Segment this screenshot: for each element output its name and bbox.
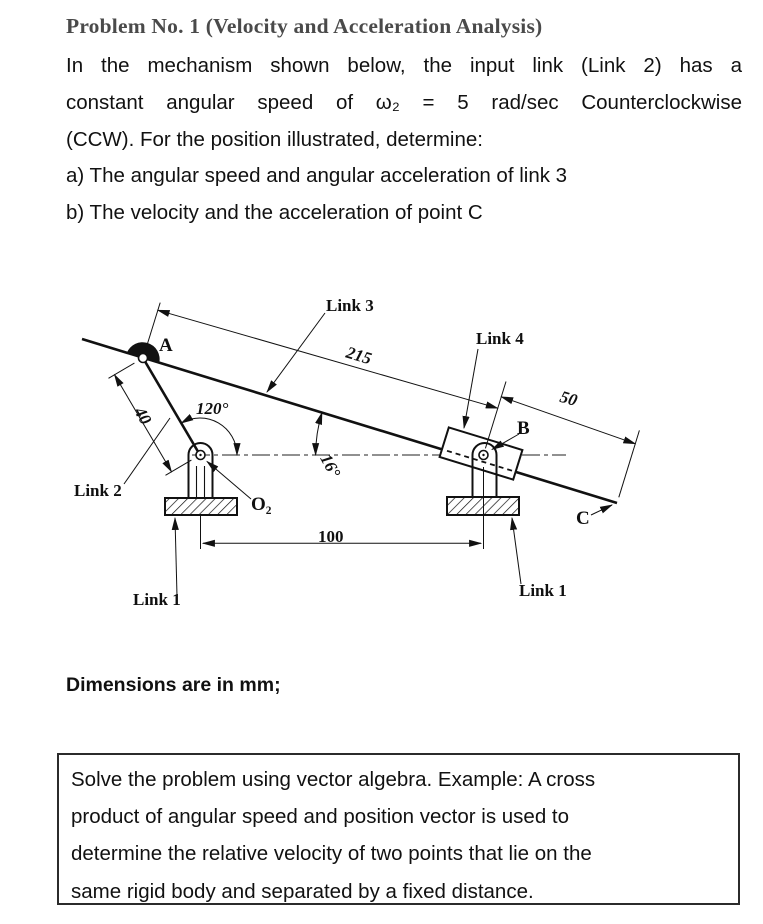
leader-link3	[267, 313, 325, 392]
label-link-1-left: Link 1	[133, 590, 181, 609]
statement-line: constant angular speed of ω₂ = 5 rad/sec Counterclockwise	[66, 91, 742, 114]
pin-b-center	[482, 454, 484, 456]
dim-label-100: 100	[318, 527, 344, 546]
point-label-c: C	[576, 508, 590, 529]
leader-link2	[124, 418, 170, 484]
part-a: a) The angular speed and angular acceleration of link 3	[66, 164, 568, 187]
statement-line: (CCW). For the position illustrated, determine:	[66, 128, 483, 151]
leader-c	[591, 505, 612, 515]
leader-link1-left	[175, 518, 177, 596]
mechanism-figure	[0, 272, 763, 622]
ground-hatch-left	[165, 498, 237, 515]
point-label-b: B	[517, 418, 530, 439]
dim-label-215: 215	[343, 342, 374, 369]
mechanism-diagram	[0, 272, 763, 622]
pin-a	[139, 354, 148, 363]
instruction-line: product of angular speed and position vector is used to	[71, 805, 570, 829]
label-link-4: Link 4	[476, 329, 524, 348]
angle-label-120: 120°	[196, 399, 229, 418]
leader-o2	[207, 462, 251, 500]
instruction-box	[57, 753, 740, 905]
units-note: Dimensions are in mm;	[66, 674, 281, 696]
dim-50	[501, 397, 639, 498]
problem-parts	[66, 157, 742, 231]
statement-line: In the mechanism shown below, the input link (Link 2) has a	[66, 54, 742, 77]
label-link-2: Link 2	[74, 481, 122, 500]
pin-o2-center	[199, 454, 201, 456]
leader-link1-right	[512, 518, 521, 584]
instruction-line: Solve the problem using vector algebra. Example: A cross	[71, 768, 596, 791]
problem-title: Problem No. 1 (Velocity and Acceleration Analysis)	[66, 14, 543, 38]
problem-statement	[66, 47, 742, 158]
label-link-1-right: Link 1	[519, 581, 567, 600]
instruction-line: same rigid body and separated by a fixed distance.	[71, 879, 534, 903]
angle-arc-16	[316, 413, 322, 455]
dim-label-40: 40	[130, 403, 156, 428]
instruction-line: determine the relative velocity of two points that lie on the	[71, 842, 592, 866]
pivot-label-o2: O₂	[251, 494, 272, 515]
label-link-3: Link 3	[326, 296, 374, 315]
dim-label-50: 50	[557, 386, 580, 411]
point-label-a: A	[159, 335, 173, 356]
angle-label-16: 16°	[316, 450, 345, 481]
leader-link4	[464, 349, 478, 428]
part-b: b) The velocity and the acceleration of point C	[66, 201, 483, 224]
